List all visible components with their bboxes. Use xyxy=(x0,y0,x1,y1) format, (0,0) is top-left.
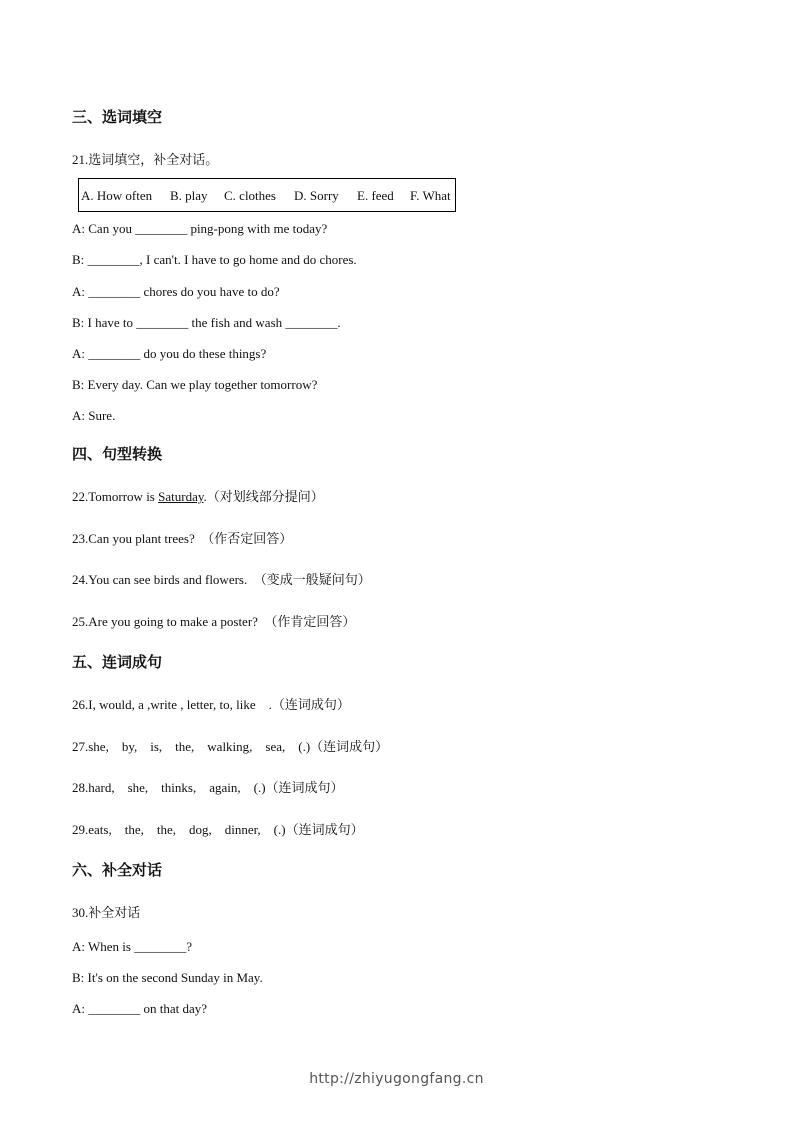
question-22-prefix: 22.Tomorrow is xyxy=(72,489,159,504)
section-5-heading: 五、连词成句 xyxy=(72,653,163,671)
section-4-heading: 四、句型转换 xyxy=(72,445,163,463)
question-26: 26.I, would, a ,write , letter, to, like .（连词成句） xyxy=(72,697,350,712)
question-25: 25.Are you going to make a poster? （作肯定回答） xyxy=(72,614,356,629)
dialogue-line: A: ________ on that day? xyxy=(72,1001,208,1016)
underlined-word: Saturday xyxy=(158,489,204,504)
dialogue-line: B: I have to ________ the fish and wash ________. xyxy=(72,315,341,330)
word-option-c: C. clothes xyxy=(224,188,276,203)
dialogue-line: B: ________, I can't. I have to go home and do chores. xyxy=(72,252,357,267)
question-22 xyxy=(72,486,324,505)
section-6-heading: 六、补全对话 xyxy=(72,861,163,879)
question-22-suffix: .（对划线部分提问） xyxy=(203,489,324,504)
word-option-e: E. feed xyxy=(357,188,394,203)
question-27: 27.she, by, is, the, walking, sea, (.)（连词成句） xyxy=(72,739,389,754)
question-29: 29.eats, the, the, dog, dinner, (.)（连词成句） xyxy=(72,822,364,837)
dialogue-line: A: Can you ________ ping-pong with me today? xyxy=(72,221,328,236)
dialogue-line: A: When is ________? xyxy=(72,939,192,954)
section-3-heading: 三、选词填空 xyxy=(72,108,163,126)
word-option-b: B. play xyxy=(170,188,208,203)
question-21: 21.选词填空，补全对话。 xyxy=(72,152,219,167)
question-30: 30.补全对话 xyxy=(72,905,141,920)
word-option-d: D. Sorry xyxy=(294,188,339,203)
dialogue-line: A: ________ chores do you have to do? xyxy=(72,284,280,299)
dialogue-line: A: Sure. xyxy=(72,408,116,423)
question-24: 24.You can see birds and flowers. （变成一般疑问句） xyxy=(72,572,371,587)
word-option-f: F. What xyxy=(410,188,451,203)
dialogue-line: B: Every day. Can we play together tomorrow? xyxy=(72,377,318,392)
word-option-a: A. How often xyxy=(81,188,153,203)
dialogue-line: A: ________ do you do these things? xyxy=(72,346,267,361)
footer-url: http://zhiyugongfang.cn xyxy=(309,1071,484,1087)
question-23: 23.Can you plant trees? （作否定回答） xyxy=(72,531,293,546)
question-28: 28.hard, she, thinks, again, (.)（连词成句） xyxy=(72,780,344,795)
word-bank-box xyxy=(78,178,456,212)
dialogue-line: B: It's on the second Sunday in May. xyxy=(72,970,263,985)
